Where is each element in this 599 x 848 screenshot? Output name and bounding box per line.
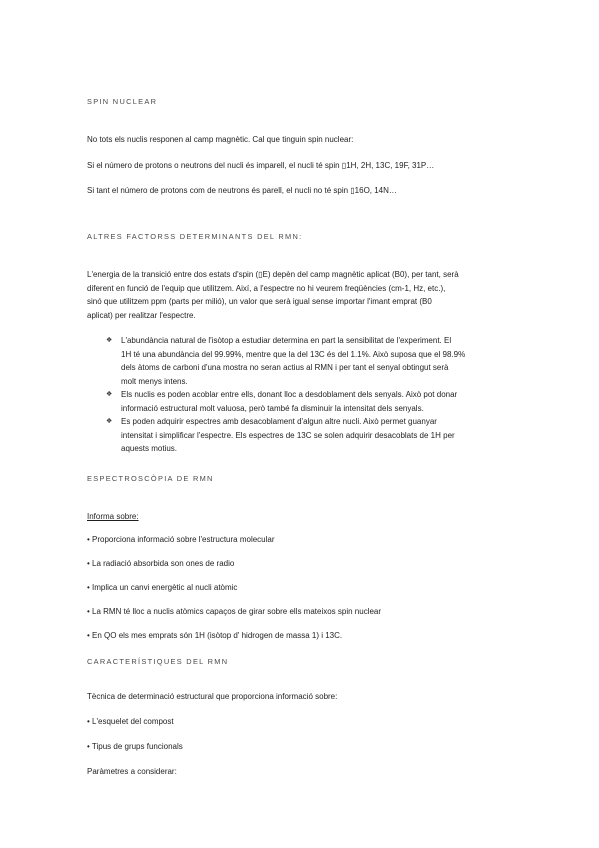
altres-bullet-list bbox=[106, 334, 465, 456]
spin-line-3: Si tant el número de protons com de neutrons és parell, el nucli no té spin ▯16O, 14N… bbox=[87, 186, 397, 195]
informa-sobre-label: Informa sobre: bbox=[87, 512, 139, 521]
paragraph-line: sinó que utilitzem ppm (parts per milió), un valor que serà igual sense importar l'imant emprat (B0 bbox=[87, 297, 432, 306]
list-item-line: Es poden adquirir espectres amb desacoblament d'algun altre nucli. Això permet guanyar bbox=[121, 417, 437, 426]
list-item-line: L'abundància natural de l'isòtop a estudiar determina en part la sensibilitat de l'experiment. El bbox=[121, 336, 452, 345]
list-item bbox=[106, 334, 465, 388]
list-item-line: informació estructural molt valuosa, però també fa disminuir la intensitat dels senyals. bbox=[121, 403, 424, 413]
list-item: • Tipus de grups funcionals bbox=[87, 742, 183, 751]
heading-altres-factors: ALTRES FACTORSS DETERMINANTS DEL RMN: bbox=[87, 232, 303, 241]
diamond-bullet-icon: ❖ bbox=[106, 391, 113, 398]
list-item: • Implica un canvi energètic al nucli atòmic bbox=[87, 583, 238, 592]
heading-spin-nuclear: SPIN NUCLEAR bbox=[87, 97, 158, 106]
spin-line-2: Si el número de protons o neutrons del nucli és imparell, el nucli té spin ▯1H, 2H, 13C, 19F, 31P… bbox=[87, 161, 435, 170]
list-item: • Proporciona informació sobre l'estructura molecular bbox=[87, 535, 275, 544]
paragraph-line: diferent en funció de l'equip que utilitzem. Així, a l'espectre no hi veurem freqüències (cm-1, Hz, etc.), bbox=[87, 283, 446, 293]
list-item bbox=[106, 415, 465, 456]
heading-caracteristiques: CARACTERÍSTIQUES DEL RMN bbox=[87, 657, 229, 666]
list-item bbox=[106, 388, 465, 415]
list-item-line: molt menys intens. bbox=[121, 376, 188, 386]
list-item: • L'esquelet del compost bbox=[87, 717, 174, 726]
list-item-line: intensitat i simplificar l'espectre. Els espectres de 13C se solen adquirir desacoblats de 1H per bbox=[121, 430, 455, 440]
parametres-label: Paràmetres a considerar: bbox=[87, 767, 177, 776]
diamond-bullet-icon: ❖ bbox=[106, 418, 113, 425]
paragraph-line: aplicat) per realitzar l'espectre. bbox=[87, 310, 196, 320]
list-item-line: Els nuclis es poden acoblar entre ells, donant lloc a desdoblament dels senyals. Això pot donar bbox=[121, 390, 458, 399]
list-item-line: aquests motius. bbox=[121, 444, 178, 453]
heading-espectroscopia: ESPECTROSCÒPIA DE RMN bbox=[87, 474, 214, 483]
list-item-line: 1H té una abundància del 99.99%, mentre que la del 13C és del 1.1%. Això suposa que el 98.9% bbox=[121, 349, 466, 359]
list-item: • La radiació absorbida son ones de radio bbox=[87, 559, 235, 568]
list-item-line: dels àtoms de carboni d'una mostra no seran actius al RMN i per tant el senyal obtingut serà bbox=[121, 363, 449, 372]
caract-intro: Tècnica de determinació estructural que proporciona informació sobre: bbox=[87, 692, 338, 701]
diamond-bullet-icon: ❖ bbox=[106, 337, 113, 344]
altres-paragraph bbox=[87, 268, 459, 322]
paragraph-line: L'energia de la transició entre dos estats d'spin (▯E) depèn del camp magnètic aplicat (B0), per tant, serà bbox=[87, 270, 459, 279]
spin-line-1: No tots els nuclis responen al camp magnètic. Cal que tinguin spin nuclear: bbox=[87, 135, 354, 144]
list-item: • En QO els mes emprats són 1H (isòtop d' hidrogen de massa 1) i 13C. bbox=[87, 631, 343, 640]
list-item: • La RMN té lloc a nuclis atòmics capaços de girar sobre ells mateixos spin nuclear bbox=[87, 607, 382, 616]
